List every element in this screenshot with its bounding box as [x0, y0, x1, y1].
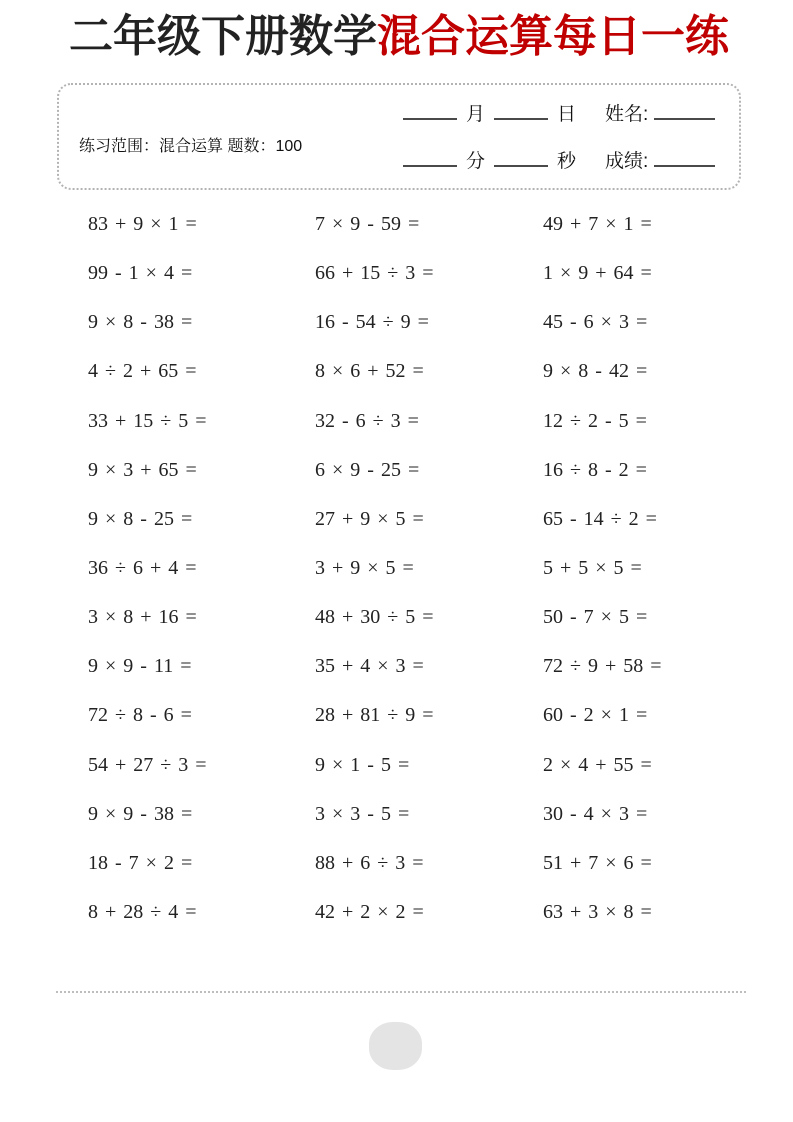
problem-expression: 3 × 8 + 16 = — [88, 606, 197, 629]
problem-expression: 72 ÷ 9 + 58 = — [543, 655, 662, 678]
problem-expression: 65 - 14 ÷ 2 = — [543, 507, 657, 530]
day-label: 日 — [557, 104, 577, 125]
problem-expression: 18 - 7 × 2 = — [88, 851, 193, 874]
problem-expression: 1 × 9 + 64 = — [543, 262, 652, 285]
problem-expression: 50 - 7 × 5 = — [543, 606, 648, 629]
problem-expression: 48 + 30 ÷ 5 = — [315, 606, 434, 629]
minute-blank — [403, 148, 457, 167]
problem-row — [0, 347, 793, 396]
problem-row — [0, 642, 793, 691]
problem-expression: 83 + 9 × 1 = — [88, 213, 197, 236]
problem-row — [0, 298, 793, 347]
problem-expression: 8 × 6 + 52 = — [315, 360, 424, 383]
problem-expression: 3 × 3 - 5 = — [315, 802, 410, 825]
second-label: 秒 — [557, 151, 577, 172]
problem-expression: 45 - 6 × 3 = — [543, 311, 648, 334]
problem-expression: 42 + 2 × 2 = — [315, 901, 424, 924]
problem-row — [0, 249, 793, 298]
problem-expression: 8 + 28 ÷ 4 = — [88, 901, 197, 924]
problem-expression: 63 + 3 × 8 = — [543, 901, 652, 924]
problem-expression: 2 × 4 + 55 = — [543, 753, 652, 776]
problem-expression: 9 × 3 + 65 = — [88, 458, 197, 481]
problem-expression: 99 - 1 × 4 = — [88, 262, 193, 285]
problem-expression: 88 + 6 ÷ 3 = — [315, 851, 424, 874]
minute-label: 分 — [466, 151, 486, 172]
score-label: 成绩: — [605, 151, 649, 172]
problem-expression: 36 ÷ 6 + 4 = — [88, 557, 197, 580]
problem-expression: 54 + 27 ÷ 3 = — [88, 753, 207, 776]
problem-expression: 9 × 9 - 38 = — [88, 802, 193, 825]
problem-expression: 35 + 4 × 3 = — [315, 655, 424, 678]
fill-in-area — [403, 99, 715, 172]
problem-expression: 30 - 4 × 3 = — [543, 802, 648, 825]
problem-expression: 12 ÷ 2 - 5 = — [543, 409, 647, 432]
time-score-row — [403, 146, 715, 172]
scope-label: 练习范围：混合运算 题数：100 — [79, 138, 303, 155]
problem-expression: 51 + 7 × 6 = — [543, 851, 652, 874]
problem-row — [0, 397, 793, 446]
problem-row — [0, 790, 793, 839]
problems-grid — [0, 200, 793, 937]
problem-expression: 49 + 7 × 1 = — [543, 213, 652, 236]
month-blank — [403, 101, 457, 120]
bottom-separator — [56, 991, 746, 993]
problem-expression: 33 + 15 ÷ 5 = — [88, 409, 207, 432]
name-blank — [654, 101, 715, 120]
problem-row — [0, 200, 793, 249]
problem-expression: 5 + 5 × 5 = — [543, 557, 642, 580]
problem-expression: 9 × 8 - 25 = — [88, 507, 193, 530]
problem-expression: 4 ÷ 2 + 65 = — [88, 360, 197, 383]
problem-expression: 7 × 9 - 59 = — [315, 213, 420, 236]
problem-expression: 32 - 6 ÷ 3 = — [315, 409, 419, 432]
problem-expression: 16 ÷ 8 - 2 = — [543, 458, 647, 481]
info-box — [57, 83, 741, 190]
problem-expression: 6 × 9 - 25 = — [315, 458, 420, 481]
problem-expression: 28 + 81 ÷ 9 = — [315, 704, 434, 727]
title-grade-part: 二年级下册数学 — [69, 12, 377, 61]
problem-row — [0, 691, 793, 740]
problem-expression: 9 × 1 - 5 = — [315, 753, 410, 776]
date-name-row — [403, 99, 715, 125]
problem-expression: 27 + 9 × 5 = — [315, 507, 424, 530]
problem-expression: 9 × 8 - 38 = — [88, 311, 193, 334]
problem-row — [0, 593, 793, 642]
problem-row — [0, 888, 793, 937]
problem-expression: 9 × 9 - 11 = — [88, 655, 192, 678]
problem-expression: 60 - 2 × 1 = — [543, 704, 648, 727]
problem-expression: 16 - 54 ÷ 9 = — [315, 311, 429, 334]
problem-expression: 9 × 8 - 42 = — [543, 360, 648, 383]
month-label: 月 — [466, 104, 486, 125]
problem-row — [0, 446, 793, 495]
day-blank — [494, 101, 548, 120]
score-blank — [654, 148, 715, 167]
problem-row — [0, 839, 793, 888]
name-label: 姓名: — [605, 104, 649, 125]
page-title — [69, 13, 729, 61]
problem-row — [0, 495, 793, 544]
page-thumb — [369, 1022, 422, 1070]
problem-expression: 72 ÷ 8 - 6 = — [88, 704, 192, 727]
title-topic-part: 混合运算每日一练 — [377, 12, 729, 61]
problem-expression: 3 + 9 × 5 = — [315, 557, 414, 580]
problem-row — [0, 741, 793, 790]
problem-row — [0, 544, 793, 593]
problem-expression: 66 + 15 ÷ 3 = — [315, 262, 434, 285]
second-blank — [494, 148, 548, 167]
